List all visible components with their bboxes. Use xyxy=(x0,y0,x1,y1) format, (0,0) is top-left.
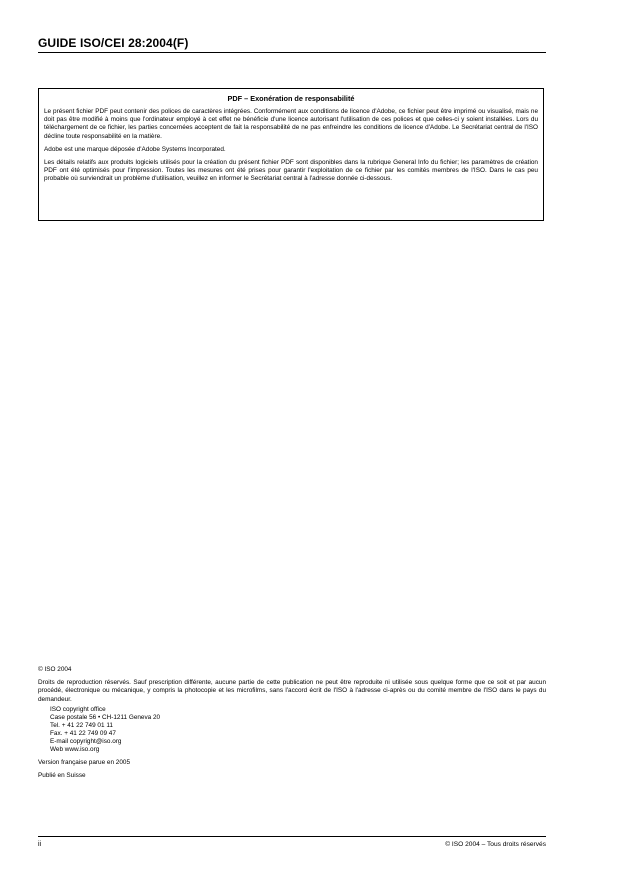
rights-statement: Droits de reproduction réservés. Sauf prescription différente, aucune partie de cette publication ne peut être reproduite ni utilisée sous quelque forme que ce soit et par aucun procédé, électronique ou mécanique, y compris la photocopie et les microfilms, sans l'accord écrit de l'ISO à l'adresse ci-après ou du comité membre de l'ISO dans le pays du demandeur. xyxy=(38,679,546,703)
document-title: GUIDE ISO/CEI 28:2004(F) xyxy=(38,36,189,50)
disclaimer-paragraph-trademark: Adobe est une marque déposée d'Adobe Systems Incorporated. xyxy=(44,145,226,153)
copyright-office-address xyxy=(38,706,546,754)
header-divider xyxy=(38,52,546,53)
copyright-notice: © ISO 2004 xyxy=(38,666,72,673)
page-number: ii xyxy=(38,841,42,848)
copyright-block xyxy=(38,666,546,780)
address-line-email: E-mail copyright@iso.org xyxy=(50,737,122,745)
published-note: Publié en Suisse xyxy=(38,772,86,780)
footer-copyright: © ISO 2004 – Tous droits réservés xyxy=(445,841,546,848)
address-line-web: Web www.iso.org xyxy=(50,745,100,753)
address-line-fax: Fax. + 41 22 749 09 47 xyxy=(50,729,116,737)
page-header xyxy=(38,36,546,50)
address-line-postal: Case postale 56 • CH-1211 Geneva 20 xyxy=(50,713,161,721)
version-note: Version française parue en 2005 xyxy=(38,758,131,766)
disclaimer-title: PDF – Exonération de responsabilité xyxy=(227,94,355,103)
disclaimer-paragraph-license: Le présent fichier PDF peut contenir des polices de caractères intégrées. Conformément aux conditions de licence d'Adobe, ce fichier peut être imprimé ou visualisé, mais ne doit pas être modifié à moins que l'ordinateur employé à cet effet ne bénéficie d'une licence autorisant l'utilisation de ces polices et que celles-ci y soient installées. Lors du téléchargement de ce fichier, les parties concernées acceptent de fait la responsabilité de ne pas enfreindre les conditions de licence d'Adobe. Le Secrétariat central de l'ISO décline toute responsabilité en la matière. xyxy=(44,108,538,140)
pdf-disclaimer-box xyxy=(38,88,544,221)
address-line-office: ISO copyright office xyxy=(50,705,106,713)
footer-divider xyxy=(38,836,546,837)
disclaimer-paragraph-software: Les détails relatifs aux produits logiciels utilisés pour la création du présent fichier PDF sont disponibles dans la rubrique General Info du fichier; les paramètres de création PDF ont été optimisés pour l'impression. Toutes les mesures ont été prises pour garantir l'exploitation de ce fichier par les comités membres de l'ISO. Dans le cas peu probable où surviendrait un problème d'utilisation, veuillez en informer le Secrétariat central à l'adresse donnée ci-dessous. xyxy=(44,159,538,183)
address-line-tel: Tel. + 41 22 749 01 11 xyxy=(50,721,113,729)
